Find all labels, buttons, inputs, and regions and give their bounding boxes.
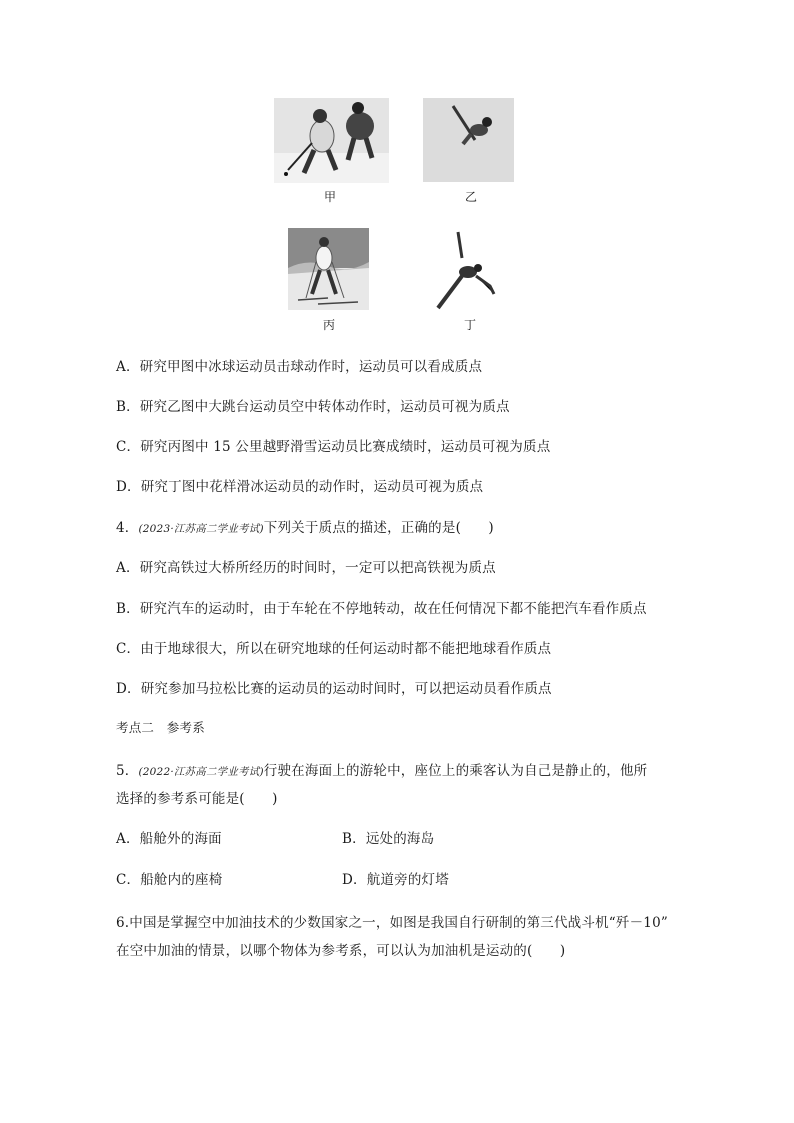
q4-number: 4． xyxy=(116,520,139,536)
q3-option-d: D．研究丁图中花样滑冰运动员的动作时，运动员可视为质点 xyxy=(116,479,484,495)
q5-stem-text: 行驶在海面上的游轮中，座位上的乘客认为自己是静止的，他所 xyxy=(263,763,648,779)
cross-country-photo xyxy=(288,228,369,310)
q5-option-c: C．船舱内的座椅 xyxy=(116,872,223,888)
section-title: 考点二 参考系 xyxy=(116,720,205,735)
q5-stem-line1 xyxy=(116,759,647,779)
q5-stem-line2: 选择的参考系可能是( ) xyxy=(116,791,278,807)
q4-option-b: B．研究汽车的运动时，由于车轮在不停地转动，故在任何情况下都不能把汽车看作质点 xyxy=(116,601,647,617)
figure-caption-ding: 丁 xyxy=(463,318,476,332)
q4-option-c: C．由于地球很大，所以在研究地球的任何运动时都不能把地球看作质点 xyxy=(116,641,552,657)
q4-source: (2023·江苏高二学业考试) xyxy=(138,523,264,535)
q5-option-d: D．航道旁的灯塔 xyxy=(342,872,449,888)
ski-jump-photo xyxy=(423,98,514,182)
q4-option-d: D．研究参加马拉松比赛的运动员的运动时间时，可以把运动员看作质点 xyxy=(116,681,552,697)
figure-skating-photo xyxy=(432,228,498,312)
figure-caption-jia: 甲 xyxy=(323,190,336,204)
q4-stem-text: 下列关于质点的描述，正确的是( ) xyxy=(263,520,494,536)
q3-option-a: A．研究甲图中冰球运动员击球动作时，运动员可以看成质点 xyxy=(116,359,483,375)
q6-stem-line2: 在空中加油的情景，以哪个物体为参考系，可以认为加油机是运动的( ) xyxy=(116,943,566,959)
q4-option-a: A．研究高铁过大桥所经历的时间时，一定可以把高铁视为质点 xyxy=(116,560,496,576)
q5-number: 5． xyxy=(116,763,139,779)
q5-option-a: A．船舱外的海面 xyxy=(116,831,222,847)
q3-option-c: C．研究丙图中 15 公里越野滑雪运动员比赛成绩时，运动员可视为质点 xyxy=(116,439,551,455)
figure-caption-bing: 丙 xyxy=(322,318,335,332)
figure-caption-yi: 乙 xyxy=(464,190,477,204)
q6-stem-line1: 6.中国是掌握空中加油技术的少数国家之一，如图是我国自行研制的第三代战斗机“歼－10” xyxy=(116,915,668,931)
q5-source: (2022·江苏高二学业考试) xyxy=(138,766,264,778)
q4-stem xyxy=(116,516,494,536)
q5-option-b: B．远处的海岛 xyxy=(342,831,435,847)
q3-option-b: B．研究乙图中大跳台运动员空中转体动作时，运动员可视为质点 xyxy=(116,399,510,415)
hockey-photo xyxy=(274,98,389,183)
